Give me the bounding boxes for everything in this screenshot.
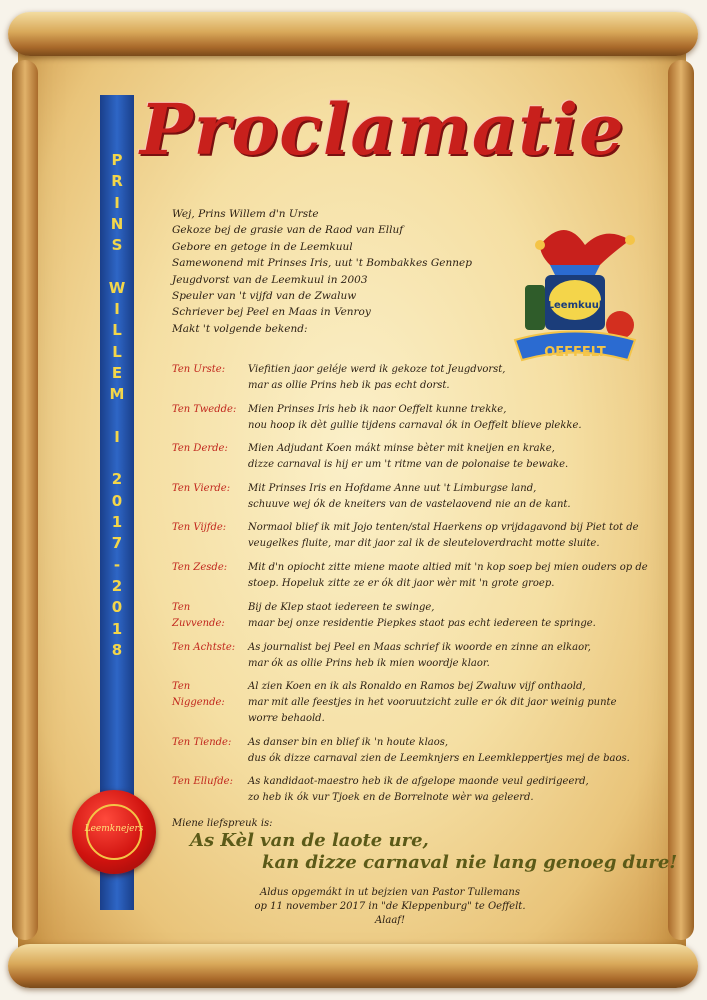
ribbon-letter: M	[109, 385, 125, 404]
ribbon-text	[100, 150, 134, 661]
ribbon-letter: S	[111, 236, 123, 255]
item-line: Mit d'n opiocht zitte miene maote altied mit 'n kop soep bej mien ouders op de	[248, 562, 648, 573]
ribbon-letter	[100, 448, 134, 469]
item-line: zo heb ik ók vur Tjoek en de Borrelnote wèr wa geleerd.	[248, 792, 534, 803]
item-line: maar bej onze residentie Piepkes staot pas echt iedereen te springe.	[248, 618, 596, 629]
ribbon-letter: P	[111, 151, 123, 169]
item-line: Normaol blief ik mit Jojo tenten/stal Haerkens op vrijdagavond bij Piet tot de	[248, 522, 639, 533]
ribbon-letter: E	[111, 363, 123, 382]
ribbon-letter: I	[114, 300, 120, 319]
ribbon-letter: 8	[111, 640, 123, 659]
ribbon-letter: 0	[111, 598, 123, 617]
item-line: As danser bin en blief ik 'n houte klaos,	[248, 737, 449, 748]
item-line: dizze carnaval is hij er um 't ritme van de polonaise te bewake.	[248, 459, 569, 470]
jester-logo-icon	[510, 215, 640, 375]
intro-block	[172, 206, 502, 337]
item-text	[248, 640, 591, 672]
item-text	[248, 481, 588, 513]
item-line: Mien Adjudant Koen mákt minse bèter mit kneijen en krake,	[248, 443, 555, 454]
item-text	[248, 679, 617, 727]
item-text	[248, 441, 588, 473]
item-label: Ten Vierde:	[172, 483, 231, 494]
ribbon-letter: L	[112, 342, 122, 361]
item-text	[248, 520, 639, 552]
svg-text:Leemkuul: Leemkuul	[547, 300, 603, 311]
item-line: Al zien Koen en ik als Ronaldo en Ramos bej Zwaluw vijf onthaold,	[248, 681, 586, 692]
svg-text:OEFFELT: OEFFELT	[544, 345, 606, 360]
ribbon-letter	[100, 406, 134, 427]
item-label: Ten Zuvvende:	[172, 602, 225, 629]
closing-line: Aldus opgemákt in ut bejzien van Pastor Tullemans	[260, 887, 520, 898]
item-text	[248, 600, 596, 632]
intro-line: Gebore en getoge in de Leemkuul	[172, 240, 353, 253]
ribbon-letter: L	[112, 321, 122, 340]
item-line: Mit Prinses Iris en Hofdame Anne uut 't Limburgse land,	[248, 483, 537, 494]
item-line: Mien Prinses Iris heb ik naor Oeffelt kunne trekke,	[248, 404, 507, 415]
ribbon-letter: -	[113, 555, 121, 574]
wax-seal	[72, 790, 156, 874]
item-line: mar as ollie Prins heb ik pas echt dorst.	[248, 380, 450, 391]
item-line: worre behaold.	[248, 713, 325, 724]
intro-line: Jeugdvorst van de Leemkuul in 2003	[172, 273, 368, 286]
item-line: mar mit alle feestjes in het vooruutzicht zulle er ók dit jaor weinig punte	[248, 697, 617, 708]
closing-line: Alaaf!	[374, 915, 406, 926]
scroll-roll-right	[668, 60, 694, 940]
item-text	[248, 402, 588, 434]
motto-line-1: As Kèl van de laote ure,	[190, 830, 429, 851]
item-label: Ten Tiende:	[172, 737, 232, 748]
seal-text: Leemknejers	[84, 824, 144, 834]
item-text	[248, 735, 630, 767]
intro-line: Schriever bej Peel en Maas in Venroy	[172, 306, 371, 319]
item-line: Bij de Klep staot iedereen te swinge,	[248, 602, 435, 613]
ribbon-letter: I	[114, 427, 120, 446]
item-label: Ten Achtste:	[172, 642, 236, 653]
closing-line: op 11 november 2017 in "de Kleppenburg" te Oeffelt.	[254, 901, 526, 912]
item-label: Ten Urste:	[172, 364, 226, 375]
club-logo	[510, 215, 640, 375]
item-label: Ten Zesde:	[172, 562, 228, 573]
scroll-roll-bottom	[8, 944, 698, 988]
item-label: Ten Twedde:	[172, 404, 237, 415]
item-line: stoep. Hopeluk zitte ze er ók dit jaor wèr mit 'n grote groep.	[248, 578, 555, 589]
ribbon-letter	[100, 256, 134, 277]
item-line: nou hoop ik dèt gullie tijdens carnaval ók in Oeffelt blieve plekke.	[248, 420, 582, 431]
item-text	[248, 560, 648, 592]
closing-block	[240, 886, 540, 928]
scroll-roll-top	[8, 12, 698, 56]
item-line: schuuve wej ók de kneiters van de vastelaovend nie an de kant.	[248, 499, 571, 510]
ribbon-letter: 7	[111, 534, 123, 553]
ribbon-letter: 2	[111, 470, 123, 489]
ribbon-letter: W	[108, 278, 126, 297]
ribbon-letter: 0	[111, 491, 123, 510]
ribbon-letter: N	[110, 214, 124, 233]
item-line: dus ók dizze carnaval zien de Leemknjers en Leemkleppertjes mej de baos.	[248, 753, 630, 764]
motto-line-2: kan dizze carnaval nie lang genoeg dure!	[262, 852, 678, 873]
item-label: Ten Ellufde:	[172, 776, 233, 787]
item-line: Viefitien jaor geléje werd ik gekoze tot Jeugdvorst,	[248, 364, 506, 375]
item-line: mar ók as ollie Prins heb ik mien woordje klaor.	[248, 658, 490, 669]
item-line: veugelkes fluite, mar dit jaor zal ik de sleuteloverdracht motte sluite.	[248, 538, 600, 549]
intro-line: Speuler van 't vijfd van de Zwaluw	[172, 290, 357, 303]
item-label: Ten Niggende:	[172, 681, 225, 708]
item-text	[248, 362, 588, 394]
intro-line: Gekoze bej de grasie van de Raod van Elluf	[172, 224, 404, 237]
page-title: Proclamatie	[140, 88, 625, 171]
intro-line: Wej, Prins Willem d'n Urste	[172, 208, 319, 220]
intro-line: Makt 't volgende bekend:	[172, 322, 308, 335]
item-label: Ten Vijfde:	[172, 522, 227, 533]
motto-label: Miene liefspreuk is:	[172, 818, 273, 829]
item-text	[248, 774, 588, 806]
intro-line: Samewonend mit Prinses Iris, uut 't Bombakkes Gennep	[172, 257, 472, 270]
item-line: As kandidaot-maestro heb ik de afgelope maonde veul gedirigeerd,	[248, 776, 589, 787]
item-line: As journalist bej Peel en Maas schrief ik woorde en zinne an elkaor,	[248, 642, 591, 653]
scroll-roll-left	[12, 60, 38, 940]
ribbon-letter: 2	[111, 576, 123, 595]
ribbon-letter: I	[114, 193, 120, 212]
ribbon-letter: R	[111, 172, 123, 191]
item-label: Ten Derde:	[172, 443, 228, 454]
ribbon-letter: 1	[111, 619, 123, 638]
ribbon-letter: 1	[111, 513, 123, 532]
